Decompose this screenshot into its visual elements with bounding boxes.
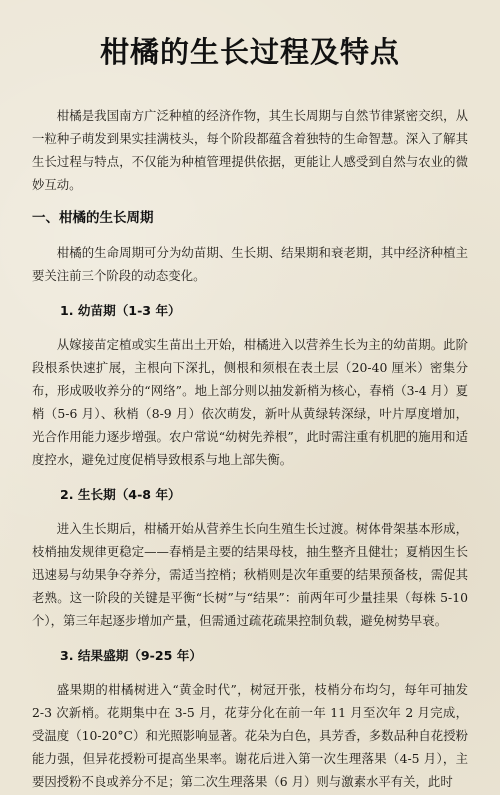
stage-heading-fruiting: 3. 结果盛期（9-25 年）	[60, 648, 202, 663]
section-heading-growth-cycle: 一、柑橘的生长周期	[32, 210, 154, 226]
stage-text-seedling: 从嫁接苗定植或实生苗出土开始，柑橘进入以营养生长为主的幼苗期。此阶段根系快速扩展，主根向下深扎，侧根和须根在表土层（20-40 厘米）密集分布，形成吸收养分的“网络”。地上部分则以抽发新梢为核心，春梢（3-4 月）夏梢（5-6 月）、秋梢（8-9 月）依次萌发，新叶从黄绿转深绿，叶片厚度增加，光合作用能力逐步增强。农户常说“幼树先养根”，此时需注重有机肥的施用和适度控水，避免过度促梢导致根系与地上部失衡。	[32, 337, 468, 467]
stage-heading-growth: 2. 生长期（4-8 年）	[60, 487, 181, 502]
stage-heading-seedling: 1. 幼苗期（1-3 年）	[60, 303, 181, 318]
stage-text-growth: 进入生长期后，柑橘开始从营养生长向生殖生长过渡。树体骨架基本形成，枝梢抽发规律更稳定——春梢是主要的结果母枝，抽生整齐且健壮；夏梢因生长迅速易与幼果争夺养分，需适当控梢；秋梢则是次年重要的结果预备枝，需促其老熟。这一阶段的关键是平衡“长树”与“结果”：前两年可少量挂果（每株 5-10 个），第三年起逐步增加产量，但需通过疏花疏果控制负载，避免树势早衰。	[32, 521, 468, 628]
page-title: 柑橘的生长过程及特点	[99, 35, 400, 69]
intro-paragraph: 柑橘是我国南方广泛种植的经济作物，其生长周期与自然节律紧密交织，从一粒种子萌发到果实挂满枝头，每个阶段都蕴含着独特的生命智慧。深入了解其生长过程与特点，不仅能为种植管理提供依据，更能让人感受到自然与农业的微妙互动。	[32, 108, 468, 192]
stage-text-fruiting: 盛果期的柑橘树进入“黄金时代”，树冠开张，枝梢分布均匀，每年可抽发 2-3 次新梢。花期集中在 3-5 月，花芽分化在前一年 11 月至次年 2 月完成，受温度（10-20°C）和光照影响显著。花朵为白色，具芳香，多数品种自花授粉能力强，但异花授粉可提高坐果率。谢花后进入第一次生理落果（4-5 月），主要因授粉不良或养分不足；第二次生理落果（6 月）则与激素水平有关，此时	[32, 682, 468, 789]
section-intro-paragraph: 柑橘的生命周期可分为幼苗期、生长期、结果期和衰老期，其中经济种植主要关注前三个阶段的动态变化。	[32, 245, 468, 283]
